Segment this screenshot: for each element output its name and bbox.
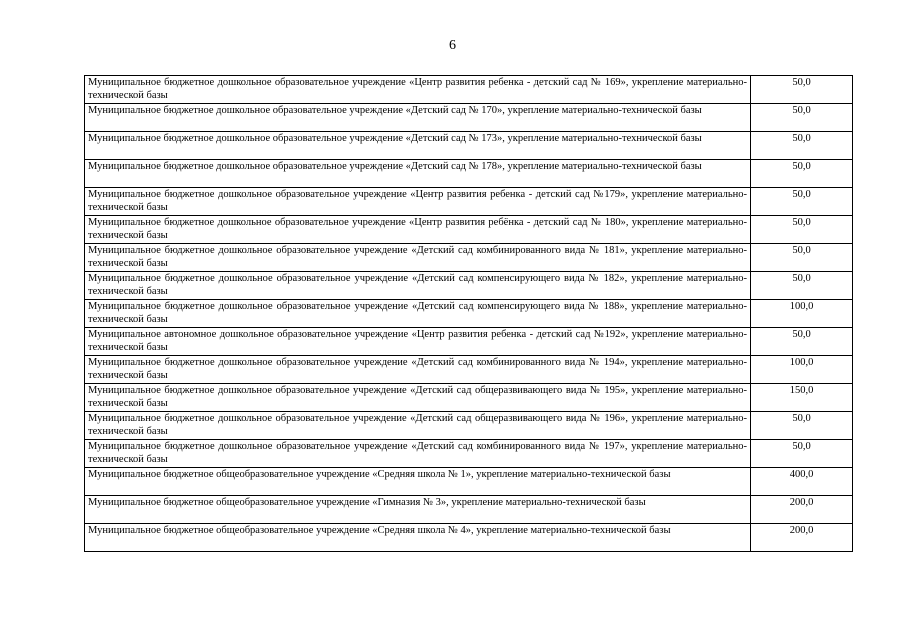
row-amount: 50,0: [751, 244, 853, 272]
page-number: 6: [449, 38, 456, 53]
row-amount: 100,0: [751, 300, 853, 328]
table-row: [85, 216, 853, 244]
table-row: [85, 244, 853, 272]
row-description: Муниципальное бюджетное дошкольное образовательное учреждение «Детский сад общеразвивающего вида № 195», укрепление материально-технической базы: [85, 384, 751, 412]
row-description: Муниципальное бюджетное дошкольное образовательное учреждение «Центр развития ребёнка - детский сад № 180», укрепление материально-технической базы: [85, 216, 751, 244]
row-description: Муниципальное бюджетное общеобразовательное учреждение «Средняя школа № 1», укрепление материально-технической базы: [85, 468, 751, 496]
row-amount: 50,0: [751, 76, 853, 104]
table-row: [85, 160, 853, 188]
budget-table-body: [85, 76, 853, 552]
table-row: [85, 272, 853, 300]
table-row: [85, 524, 853, 552]
row-amount: 50,0: [751, 160, 853, 188]
row-amount: 50,0: [751, 440, 853, 468]
row-amount: 50,0: [751, 188, 853, 216]
row-amount: 400,0: [751, 468, 853, 496]
row-description: Муниципальное бюджетное общеобразовательное учреждение «Гимназия № 3», укрепление материально-технической базы: [85, 496, 751, 524]
row-amount: 150,0: [751, 384, 853, 412]
row-amount: 200,0: [751, 496, 853, 524]
table-row: [85, 104, 853, 132]
row-description: Муниципальное бюджетное дошкольное образовательное учреждение «Детский сад компенсирующего вида № 182», укрепление материально-технической базы: [85, 272, 751, 300]
row-amount: 100,0: [751, 356, 853, 384]
row-description: Муниципальное бюджетное общеобразовательное учреждение «Средняя школа № 4», укрепление материально-технической базы: [85, 524, 751, 552]
row-description: Муниципальное бюджетное дошкольное образовательное учреждение «Детский сад № 170», укрепление материально-технической базы: [85, 104, 751, 132]
row-description: Муниципальное бюджетное дошкольное образовательное учреждение «Детский сад компенсирующего вида № 188», укрепление материально-технической базы: [85, 300, 751, 328]
row-amount: 50,0: [751, 216, 853, 244]
table-row: [85, 356, 853, 384]
row-description: Муниципальное бюджетное дошкольное образовательное учреждение «Детский сад комбинированного вида № 181», укрепление материально-технической базы: [85, 244, 751, 272]
table-row: [85, 188, 853, 216]
table-row: [85, 328, 853, 356]
row-description: Муниципальное бюджетное дошкольное образовательное учреждение «Детский сад общеразвивающего вида № 196», укрепление материально-технической базы: [85, 412, 751, 440]
row-description: Муниципальное автономное дошкольное образовательное учреждение «Центр развития ребенка - детский сад №192», укрепление материально-технической базы: [85, 328, 751, 356]
table-row: [85, 412, 853, 440]
row-amount: 50,0: [751, 328, 853, 356]
row-amount: 50,0: [751, 104, 853, 132]
row-amount: 200,0: [751, 524, 853, 552]
row-description: Муниципальное бюджетное дошкольное образовательное учреждение «Центр развития ребенка - детский сад №179», укрепление материально-технической базы: [85, 188, 751, 216]
row-description: Муниципальное бюджетное дошкольное образовательное учреждение «Детский сад комбинированного вида № 194», укрепление материально-технической базы: [85, 356, 751, 384]
row-amount: 50,0: [751, 272, 853, 300]
row-description: Муниципальное бюджетное дошкольное образовательное учреждение «Детский сад № 178», укрепление материально-технической базы: [85, 160, 751, 188]
table-row: [85, 440, 853, 468]
budget-table: [84, 75, 853, 552]
table-row: [85, 468, 853, 496]
table-row: [85, 132, 853, 160]
row-description: Муниципальное бюджетное дошкольное образовательное учреждение «Центр развития ребенка - детский сад № 169», укрепление материально-технической базы: [85, 76, 751, 104]
table-row: [85, 384, 853, 412]
row-description: Муниципальное бюджетное дошкольное образовательное учреждение «Детский сад комбинированного вида № 197», укрепление материально-технической базы: [85, 440, 751, 468]
table-row: [85, 300, 853, 328]
row-amount: 50,0: [751, 412, 853, 440]
row-description: Муниципальное бюджетное дошкольное образовательное учреждение «Детский сад № 173», укрепление материально-технической базы: [85, 132, 751, 160]
row-amount: 50,0: [751, 132, 853, 160]
table-row: [85, 496, 853, 524]
table-row: [85, 76, 853, 104]
